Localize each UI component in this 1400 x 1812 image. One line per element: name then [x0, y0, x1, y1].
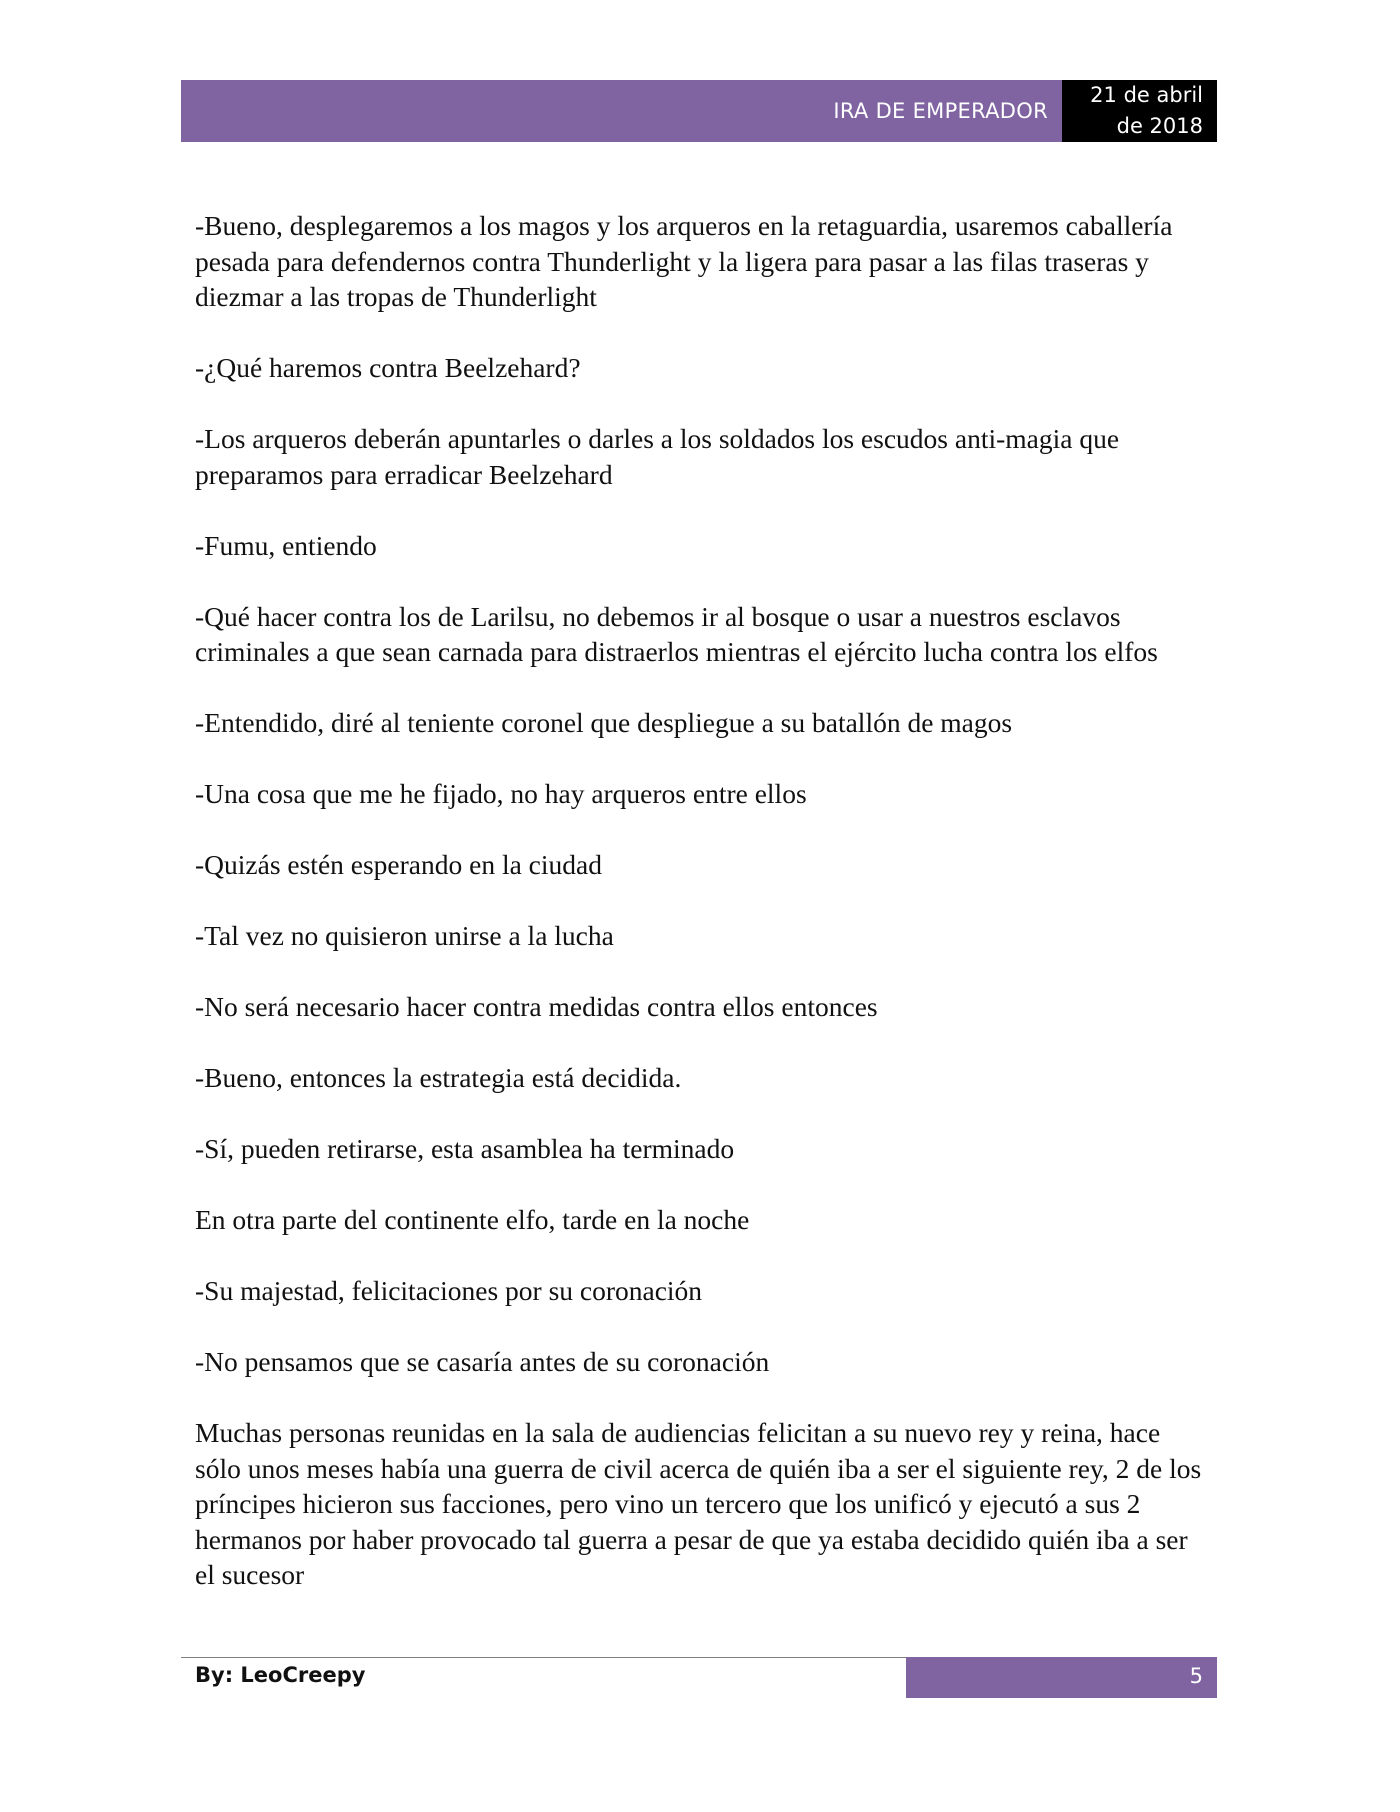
- page-footer: [181, 1657, 1217, 1698]
- book-title: IRA DE EMPERADOR: [833, 99, 1048, 123]
- paragraph: -No será necesario hacer contra medidas contra ellos entonces: [195, 991, 878, 1022]
- author-credit: By: LeoCreepy: [195, 1663, 366, 1687]
- header-title-bar: [181, 80, 1062, 142]
- paragraph: -Sí, pueden retirarse, esta asamblea ha terminado: [195, 1133, 735, 1164]
- page-number: 5: [1189, 1664, 1203, 1688]
- paragraph: -Tal vez no quisieron unirse a la lucha: [195, 920, 614, 951]
- page-header: [181, 80, 1217, 142]
- date-line-2: de 2018: [1116, 114, 1203, 138]
- paragraph: -Su majestad, felicitaciones por su coronación: [195, 1275, 703, 1306]
- paragraph: -Una cosa que me he fijado, no hay arqueros entre ellos: [195, 778, 807, 809]
- page-number-box: [906, 1657, 1217, 1698]
- paragraph: -Fumu, entiendo: [195, 529, 377, 561]
- paragraph: -¿Qué haremos contra Beelzehard?: [195, 352, 581, 383]
- paragraph: En otra parte del continente elfo, tarde en la noche: [195, 1204, 750, 1235]
- paragraph: -Bueno, entonces la estrategia está decidida.: [195, 1062, 682, 1093]
- header-date-box: [1062, 80, 1217, 142]
- body-text: [195, 208, 1205, 1628]
- footer-divider: [181, 1657, 906, 1658]
- paragraph: -Entendido, diré al teniente coronel que despliegue a su batallón de magos: [195, 707, 1013, 738]
- date-line-1: 21 de abril: [1090, 83, 1203, 107]
- paragraph: -Los arqueros deberán apuntarles o darles a los soldados los escudos anti-magia que preparamos para erradicar Beelzehard: [195, 423, 1120, 490]
- paragraph: -No pensamos que se casaría antes de su coronación: [195, 1346, 770, 1377]
- paragraph: -Quizás estén esperando en la ciudad: [195, 849, 602, 880]
- paragraph: -Qué hacer contra los de Larilsu, no debemos ir al bosque o usar a nuestros esclavos criminales a que sean carnada para distraerlos mientras el ejército lucha contra los elfos: [195, 600, 1158, 667]
- paragraph: Muchas personas reunidas en la sala de audiencias felicitan a su nuevo rey y reina, hace sólo unos meses había una guerra de civil acerca de quién iba a ser el siguiente rey, 2 de los príncipes hicieron sus facciones, pero vino un tercero que los unificó y ejecutó a sus 2 hermanos por haber provocado tal guerra a pesar de que ya estaba decidido quién iba a ser el sucesor: [195, 1417, 1202, 1590]
- paragraph: -Bueno, desplegaremos a los magos y los arqueros en la retaguardia, usaremos caballería pesada para defendernos contra Thunderlight y la ligera para pasar a las filas traseras y diezmar a las tropas de Thunderlight: [195, 210, 1173, 312]
